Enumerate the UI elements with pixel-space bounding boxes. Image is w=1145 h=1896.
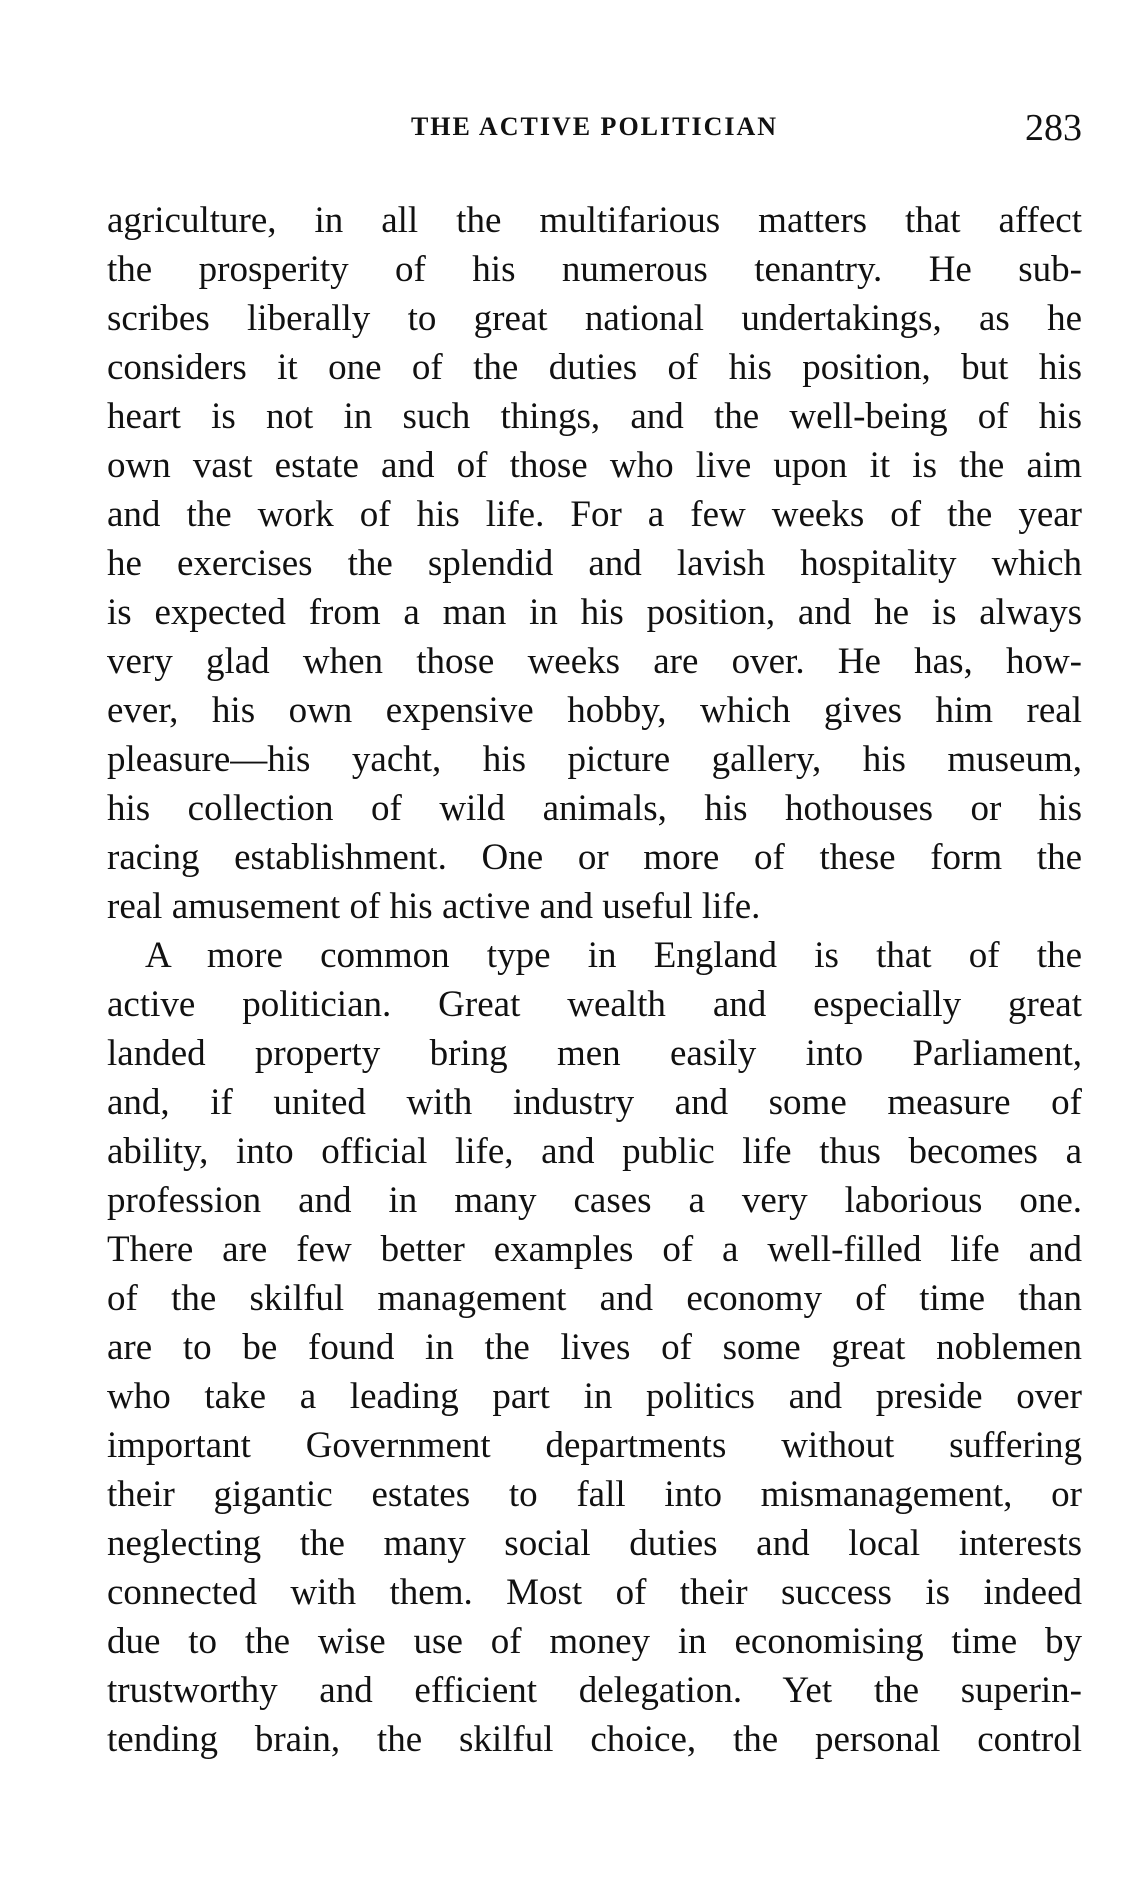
- text-line: their gigantic estates to fall into mismanagement, or: [107, 1474, 1082, 1515]
- text-line: of the skilful management and economy of time than: [107, 1278, 1082, 1319]
- text-line: ever, his own expensive hobby, which gives him real: [107, 690, 1082, 731]
- text-line: neglecting the many social duties and local interests: [107, 1523, 1082, 1564]
- text-line: is expected from a man in his position, and he is always: [107, 592, 1082, 633]
- text-line: his collection of wild animals, his hothouses or his: [107, 788, 1082, 829]
- text-line: active politician. Great wealth and especially great: [107, 984, 1082, 1025]
- text-line: landed property bring men easily into Parliament,: [107, 1033, 1082, 1074]
- text-line: who take a leading part in politics and preside over: [107, 1376, 1082, 1417]
- text-line: heart is not in such things, and the well-being of his: [107, 396, 1082, 437]
- text-line: real amusement of his active and useful life.: [107, 886, 761, 927]
- text-line: very glad when those weeks are over. He has, how-: [107, 641, 1082, 682]
- running-title: THE ACTIVE POLITICIAN: [410, 112, 779, 141]
- page-number: 283: [1025, 107, 1082, 149]
- text-line: ability, into official life, and public life thus becomes a: [107, 1131, 1082, 1172]
- body-text: [107, 196, 1082, 1764]
- text-line: pleasure—his yacht, his picture gallery, his museum,: [107, 739, 1082, 780]
- text-line: the prosperity of his numerous tenantry. He sub-: [107, 249, 1082, 290]
- paragraph-2: [107, 931, 1082, 1764]
- text-line: scribes liberally to great national undertakings, as he: [107, 298, 1082, 339]
- text-line: own vast estate and of those who live upon it is the aim: [107, 445, 1082, 486]
- text-line: due to the wise use of money in economising time by: [107, 1621, 1082, 1662]
- text-line: and, if united with industry and some measure of: [107, 1082, 1082, 1123]
- text-line: are to be found in the lives of some great noblemen: [107, 1327, 1082, 1368]
- text-line: racing establishment. One or more of these form the: [107, 837, 1082, 878]
- text-line: he exercises the splendid and lavish hospitality which: [107, 543, 1082, 584]
- paragraph-1: [107, 196, 1082, 931]
- text-line: A more common type in England is that of the: [145, 935, 1082, 976]
- text-line: considers it one of the duties of his position, but his: [107, 347, 1082, 388]
- text-line: agriculture, in all the multifarious matters that affect: [107, 200, 1082, 241]
- running-head: [107, 106, 1082, 156]
- text-line: profession and in many cases a very laborious one.: [107, 1180, 1082, 1221]
- text-line: There are few better examples of a well-filled life and: [107, 1229, 1082, 1270]
- text-line: and the work of his life. For a few weeks of the year: [107, 494, 1082, 535]
- text-line: trustworthy and efficient delegation. Yet the superin-: [107, 1670, 1082, 1711]
- text-line: tending brain, the skilful choice, the personal control: [107, 1719, 1082, 1760]
- text-line: connected with them. Most of their success is indeed: [107, 1572, 1082, 1613]
- text-line: important Government departments without suffering: [107, 1425, 1082, 1466]
